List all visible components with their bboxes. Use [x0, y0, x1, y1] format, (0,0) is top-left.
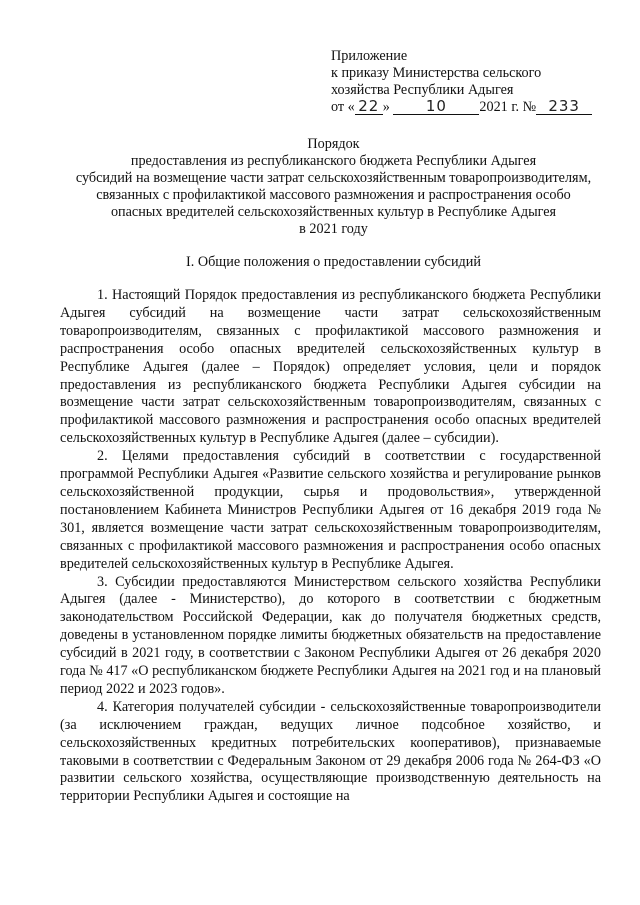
- number-field: [536, 99, 592, 115]
- title-line-2: предоставления из республиканского бюджета Республики Адыгея: [130, 153, 537, 169]
- paragraph-2: 2. Целями предоставления субсидий в соответствии с государственной программой Республики Адыгея «Развитие сельского хозяйства и регулирование рынков сельскохозяйственной продукции, сырья и продовольствия», утвержденной постановлением Кабинета Министров Республики Адыгея от 16 декабря 2019 года № 301, является возмещение части затрат сельскохозяйственным товаропроизводителям, связанных с профилактикой массового размножения и распространения особо опасных вредителей сельскохозяйственных культур в Республике Адыгея.: [60, 448, 601, 572]
- paragraph-3: 3. Субсидии предоставляются Министерством сельского хозяйства Республики Адыгея (далее - Министерство), до которого в соответствии с бюджетным законодательством Российской Федерации, как до получателя бюджетных средств, доведены в установленном порядке лимиты бюджетных обязательств на предоставление субсидий в 2021 году, в соответствии с Законом Республики Адыгея от 26 декабря 2020 года № 417 «О республиканском бюджете Республики Адыгея на 2021 год и на плановый период 2022 и 2023 годов».: [60, 573, 601, 697]
- appendix-line-2: к приказу Министерства сельского: [331, 65, 542, 81]
- title-line-4: связанных с профилактикой массового размножения и распространения особо: [96, 187, 571, 203]
- year-label: 2021 г. №: [479, 99, 537, 115]
- day-field: [355, 99, 383, 115]
- title-line-3: субсидий на возмещение части затрат сельскохозяйственным товаропроизводителям,: [75, 170, 592, 186]
- handwritten-number: 233: [548, 97, 580, 115]
- appendix-line-3: хозяйства Республики Адыгея: [331, 82, 514, 98]
- appendix-line-1: Приложение: [331, 48, 408, 64]
- title-line-6: в 2021 году: [299, 221, 368, 237]
- paragraph-1: 1. Настоящий Порядок предоставления из республиканского бюджета Республики Адыгея субсидий на возмещение части затрат сельскохозяйственным товаропроизводителям, связанных с профилактикой массового размножения и распространения особо опасных вредителей сельскохозяйственных культур в Республике Адыгея (далее – Порядок) определяет условия, цели и порядок предоставления из республиканского бюджета Республики Адыгея субсидии на возмещение части затрат сельскохозяйственным товаропроизводителям, связанных с профилактикой массового размножения и распространения особо опасных вредителей сельскохозяйственных культур в Республике Адыгея (далее – субсидии).: [60, 287, 601, 447]
- month-field: [393, 99, 479, 115]
- appendix-block: [331, 48, 592, 116]
- section-heading: I. Общие положения о предоставлении субсидий: [186, 254, 481, 270]
- date-close-quote: »: [382, 99, 390, 115]
- body-text: [60, 287, 601, 806]
- document-title: [60, 136, 607, 238]
- handwritten-month: 10: [425, 97, 447, 115]
- handwritten-day: 22: [358, 97, 380, 115]
- paragraph-4: 4. Категория получателей субсидии - сельскохозяйственные товаропроизводители (за исключением граждан, ведущих личное подсобное хозяйство, и сельскохозяйственных кредитных потребительских кооперативов), признаваемые таковыми в соответствии с Федеральным Законом от 29 декабря 2006 года № 264-ФЗ «О развитии сельского хозяйства, осуществляющие производственную деятельность на территории Республики Адыгея и состоящие на: [60, 698, 601, 805]
- title-line-1: Порядок: [307, 136, 360, 152]
- date-prefix: от «: [331, 99, 355, 115]
- title-line-5: опасных вредителей сельскохозяйственных культур в Республике Адыгея: [110, 204, 557, 220]
- appendix-date-line: [331, 99, 592, 116]
